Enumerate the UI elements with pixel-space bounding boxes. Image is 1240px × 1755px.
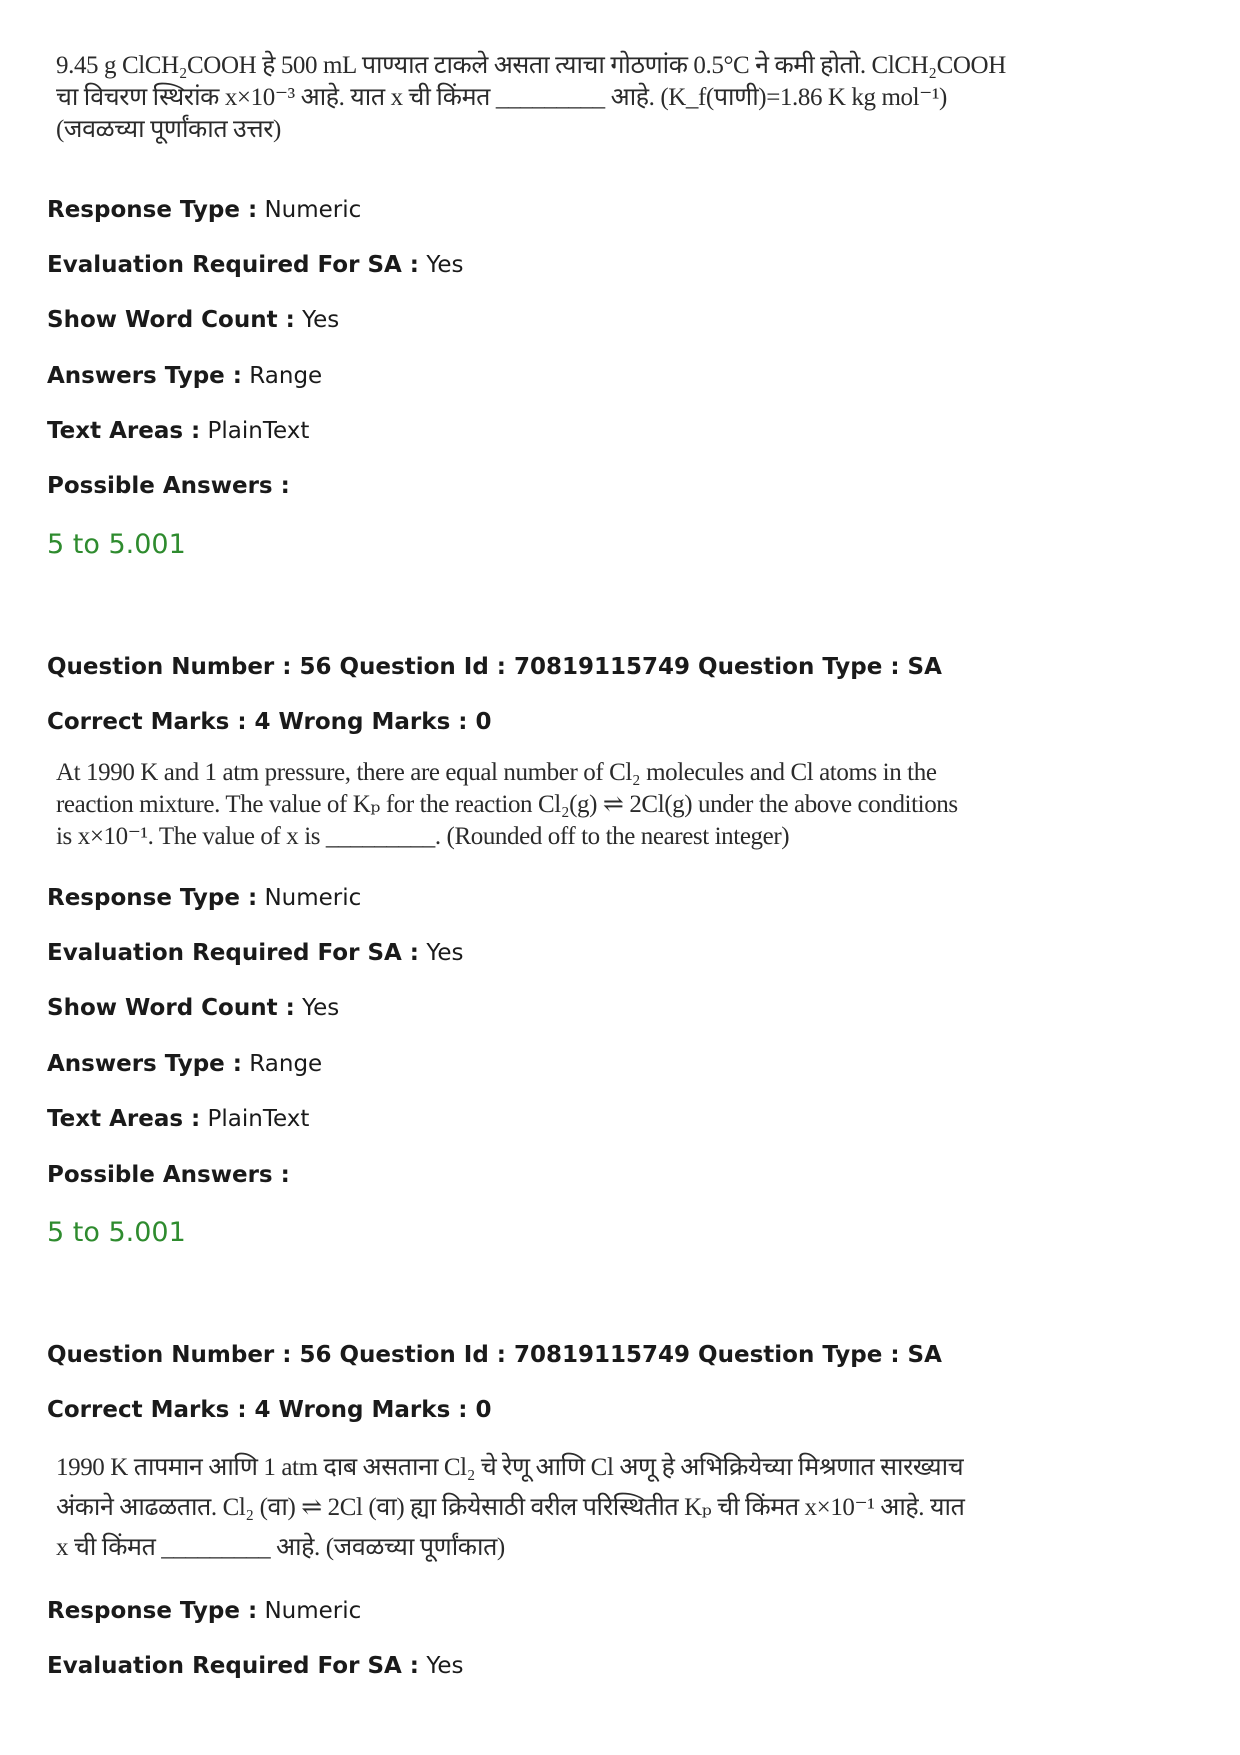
text-areas-value: PlainText [207, 1106, 310, 1132]
evaluation-row [47, 1651, 463, 1681]
response-type-value: Numeric [264, 197, 362, 223]
text-areas-label: Text Areas : [47, 418, 201, 444]
evaluation-value: Yes [426, 1653, 464, 1679]
answers-type-value: Range [249, 1051, 323, 1077]
response-type-label: Response Type : [47, 197, 258, 223]
word-count-row [47, 993, 339, 1023]
evaluation-value: Yes [426, 252, 464, 278]
answers-type-value: Range [249, 363, 323, 389]
word-count-row [47, 305, 339, 335]
word-count-value: Yes [302, 307, 340, 333]
question-text-english [56, 757, 958, 853]
answers-type-label: Answers Type : [47, 1051, 242, 1077]
answer-range: 5 to 5.001 [47, 1217, 186, 1248]
evaluation-label: Evaluation Required For SA : [47, 252, 420, 278]
question-line: At 1990 K and 1 atm pressure, there are equal number of Cl₂ molecules and Cl atoms in the [56, 759, 937, 786]
text-areas-row [47, 1104, 309, 1134]
question-line: 9.45 g ClCH₂COOH हे 500 mL पाण्यात टाकले असता त्याचा गोठणांक 0.5°C ने कमी होतो. ClCH₂COOH [56, 52, 1006, 79]
word-count-label: Show Word Count : [47, 307, 295, 333]
word-count-value: Yes [302, 995, 340, 1021]
response-type-label: Response Type : [47, 885, 258, 911]
answers-type-label: Answers Type : [47, 363, 242, 389]
evaluation-row [47, 938, 463, 968]
text-areas-label: Text Areas : [47, 1106, 201, 1132]
question-text-marathi-2 [56, 1448, 965, 1568]
evaluation-label: Evaluation Required For SA : [47, 1653, 420, 1679]
marks-row: Correct Marks : 4 Wrong Marks : 0 [47, 709, 492, 735]
question-text-marathi-1 [56, 50, 1006, 146]
marks-row: Correct Marks : 4 Wrong Marks : 0 [47, 1397, 492, 1423]
question-line: चा विचरण स्थिरांक x×10⁻³ आहे. यात x ची किंमत _________ आहे. (K_f(पाणी)=1.86 K kg mol⁻¹) [56, 84, 947, 111]
response-type-value: Numeric [264, 885, 362, 911]
question-line: is x×10⁻¹. The value of x is _________. (Rounded off to the nearest integer) [56, 823, 790, 850]
response-type-row [47, 195, 361, 225]
possible-answers-row [47, 1160, 290, 1190]
text-areas-value: PlainText [207, 418, 310, 444]
possible-answers-label: Possible Answers : [47, 1162, 290, 1188]
question-line: (जवळच्या पूर्णांकात उत्तर) [56, 116, 281, 143]
question-header: Question Number : 56 Question Id : 70819115749 Question Type : SA [47, 654, 942, 680]
answer-range: 5 to 5.001 [47, 529, 186, 560]
response-type-row [47, 1596, 361, 1626]
evaluation-label: Evaluation Required For SA : [47, 940, 420, 966]
question-header: Question Number : 56 Question Id : 70819115749 Question Type : SA [47, 1342, 942, 1368]
answers-type-row [47, 361, 322, 391]
question-line: x ची किंमत _________ आहे. (जवळच्या पूर्णांकात) [56, 1534, 505, 1561]
text-areas-row [47, 416, 309, 446]
response-type-value: Numeric [264, 1598, 362, 1624]
possible-answers-row [47, 471, 290, 501]
evaluation-row [47, 250, 463, 280]
question-line: reaction mixture. The value of Kₚ for the reaction Cl₂(g) ⇌ 2Cl(g) under the above conditions [56, 791, 958, 818]
word-count-label: Show Word Count : [47, 995, 295, 1021]
question-line: अंकाने आढळतात. Cl₂ (वा) ⇌ 2Cl (वा) ह्या क्रियेसाठी वरील परिस्थितीत Kₚ ची किंमत x×10⁻¹ आहे. यात [56, 1494, 965, 1521]
response-type-row [47, 883, 361, 913]
possible-answers-label: Possible Answers : [47, 473, 290, 499]
evaluation-value: Yes [426, 940, 464, 966]
answers-type-row [47, 1049, 322, 1079]
question-line: 1990 K तापमान आणि 1 atm दाब असताना Cl₂ चे रेणू आणि Cl अणू हे अभिक्रियेच्या मिश्रणात सारख्याच [56, 1454, 964, 1481]
response-type-label: Response Type : [47, 1598, 258, 1624]
